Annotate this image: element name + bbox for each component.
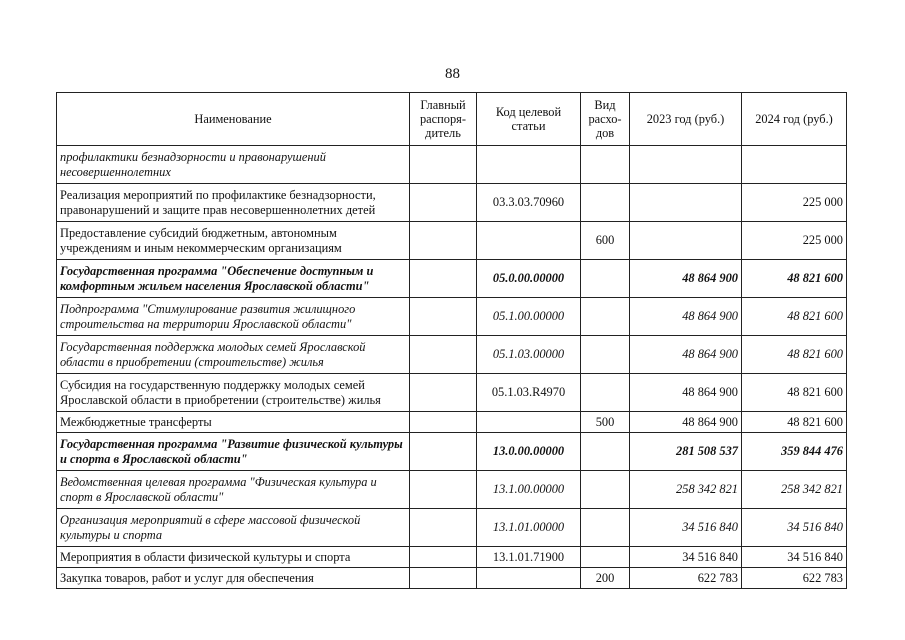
cell-2023: 48 864 900 (630, 412, 742, 433)
table-row (57, 298, 847, 336)
cell-2023: 281 508 537 (630, 433, 742, 471)
cell-2024: 225 000 (742, 222, 847, 260)
cell-kind (581, 433, 630, 471)
table-row (57, 184, 847, 222)
cell-2023: 258 342 821 (630, 471, 742, 509)
cell-kind (581, 336, 630, 374)
page-number: 88 (445, 66, 460, 82)
cell-name: Реализация мероприятий по профилактике безнадзорности, правонарушений и защите прав несовершеннолетних детей (57, 184, 410, 222)
cell-admin (410, 336, 477, 374)
cell-admin (410, 568, 477, 589)
budget-table (56, 92, 847, 589)
table-row (57, 433, 847, 471)
cell-code: 03.3.03.70960 (477, 184, 581, 222)
cell-name: Субсидия на государственную поддержку молодых семей Ярославской области в приобретении (строительстве) жилья (57, 374, 410, 412)
cell-name: Государственная поддержка молодых семей Ярославской области в приобретении (строительстве) жилья (57, 336, 410, 374)
column-header-kind: Вид расхо-дов (581, 93, 630, 146)
cell-name: Мероприятия в области физической культуры и спорта (57, 547, 410, 568)
cell-kind: 500 (581, 412, 630, 433)
cell-admin (410, 374, 477, 412)
cell-admin (410, 222, 477, 260)
cell-name: Государственная программа "Развитие физической культуры и спорта в Ярославской области" (57, 433, 410, 471)
cell-code: 13.1.00.00000 (477, 471, 581, 509)
cell-kind (581, 260, 630, 298)
cell-code: 05.1.03.R4970 (477, 374, 581, 412)
cell-code: 13.1.01.00000 (477, 509, 581, 547)
cell-2023 (630, 146, 742, 184)
cell-kind (581, 471, 630, 509)
cell-code: 13.1.01.71900 (477, 547, 581, 568)
cell-2023: 48 864 900 (630, 260, 742, 298)
cell-2024: 48 821 600 (742, 298, 847, 336)
cell-code (477, 412, 581, 433)
table-row (57, 336, 847, 374)
table-row (57, 146, 847, 184)
cell-kind (581, 374, 630, 412)
cell-kind: 600 (581, 222, 630, 260)
column-header-code: Код целевой статьи (477, 93, 581, 146)
cell-admin (410, 433, 477, 471)
cell-code (477, 146, 581, 184)
cell-code: 05.0.00.00000 (477, 260, 581, 298)
cell-name: Организация мероприятий в сфере массовой физической культуры и спорта (57, 509, 410, 547)
cell-2023: 622 783 (630, 568, 742, 589)
cell-2023: 34 516 840 (630, 509, 742, 547)
cell-name: Государственная программа "Обеспечение доступным и комфортным жильем населения Ярославской области" (57, 260, 410, 298)
cell-admin (410, 146, 477, 184)
table-row (57, 222, 847, 260)
column-header-2023: 2023 год (руб.) (630, 93, 742, 146)
table-row (57, 509, 847, 547)
cell-code: 05.1.00.00000 (477, 298, 581, 336)
cell-2023 (630, 222, 742, 260)
table-row (57, 568, 847, 589)
table-row (57, 260, 847, 298)
cell-2023 (630, 184, 742, 222)
column-header-2024: 2024 год (руб.) (742, 93, 847, 146)
cell-name: Межбюджетные трансферты (57, 412, 410, 433)
column-header-admin: Главный распоря-дитель (410, 93, 477, 146)
column-header-name: Наименование (57, 93, 410, 146)
cell-2024: 48 821 600 (742, 412, 847, 433)
cell-name: Предоставление субсидий бюджетным, автономным учреждениям и иным некоммерческим организациям (57, 222, 410, 260)
cell-2023: 48 864 900 (630, 336, 742, 374)
cell-2024: 34 516 840 (742, 509, 847, 547)
cell-2024: 48 821 600 (742, 374, 847, 412)
cell-kind (581, 298, 630, 336)
cell-name: Закупка товаров, работ и услуг для обеспечения (57, 568, 410, 589)
cell-admin (410, 260, 477, 298)
cell-admin (410, 298, 477, 336)
table-row (57, 412, 847, 433)
cell-code (477, 568, 581, 589)
cell-admin (410, 184, 477, 222)
cell-kind (581, 146, 630, 184)
cell-2024: 225 000 (742, 184, 847, 222)
cell-2024: 34 516 840 (742, 547, 847, 568)
cell-kind: 200 (581, 568, 630, 589)
cell-name: Подпрограмма "Стимулирование развития жилищного строительства на территории Ярославской области" (57, 298, 410, 336)
cell-2023: 48 864 900 (630, 298, 742, 336)
cell-kind (581, 509, 630, 547)
cell-2024: 48 821 600 (742, 336, 847, 374)
cell-2023: 48 864 900 (630, 374, 742, 412)
table-row (57, 374, 847, 412)
cell-2024: 622 783 (742, 568, 847, 589)
cell-name: Ведомственная целевая программа "Физическая культура и спорт в Ярославской области" (57, 471, 410, 509)
cell-code: 13.0.00.00000 (477, 433, 581, 471)
cell-name: профилактики безнадзорности и правонарушений несовершеннолетних (57, 146, 410, 184)
table-row (57, 547, 847, 568)
cell-code (477, 222, 581, 260)
table-header-row (57, 93, 847, 146)
cell-admin (410, 471, 477, 509)
cell-admin (410, 547, 477, 568)
cell-admin (410, 412, 477, 433)
cell-2024: 258 342 821 (742, 471, 847, 509)
cell-2023: 34 516 840 (630, 547, 742, 568)
cell-admin (410, 509, 477, 547)
cell-code: 05.1.03.00000 (477, 336, 581, 374)
cell-kind (581, 547, 630, 568)
cell-kind (581, 184, 630, 222)
cell-2024 (742, 146, 847, 184)
cell-2024: 359 844 476 (742, 433, 847, 471)
table-row (57, 471, 847, 509)
cell-2024: 48 821 600 (742, 260, 847, 298)
